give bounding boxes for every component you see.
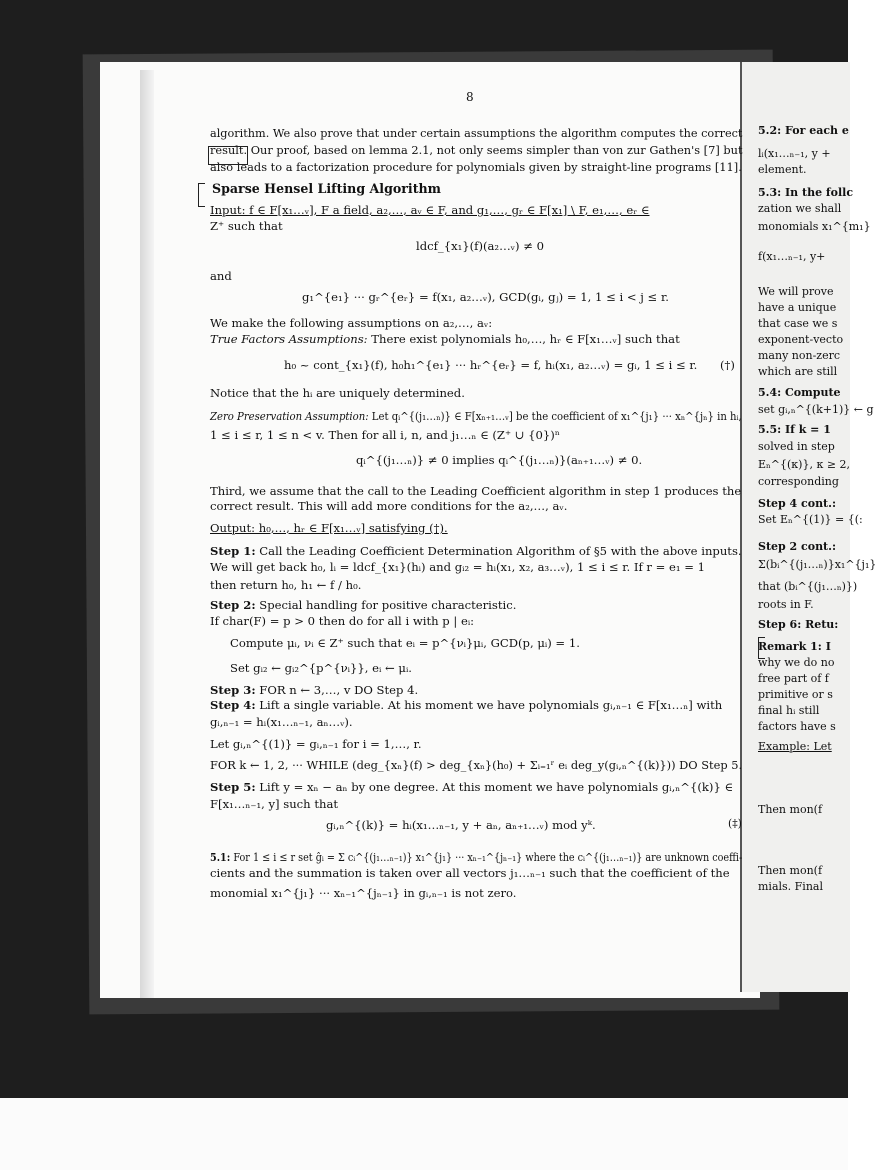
scanner-bottom-margin bbox=[0, 1098, 848, 1170]
facing-page-line: free part of f bbox=[758, 672, 829, 685]
facing-page-line: 5.4: Compute bbox=[758, 386, 841, 399]
facing-page-line: Remark 1: I bbox=[758, 640, 831, 653]
text-line: If char(F) = p > 0 then do for all i with p | eᵢ: bbox=[210, 614, 475, 628]
facing-page-line: that (bᵢ^{(j₁…ₙ)}) bbox=[758, 580, 858, 593]
text-line: We make the following assumptions on a₂,…, aᵥ: bbox=[210, 316, 493, 330]
facing-page-line: element. bbox=[758, 163, 807, 176]
facing-page-line: many non-zerc bbox=[758, 349, 841, 362]
facing-page-line: Step 2 cont.: bbox=[758, 540, 837, 553]
text-line: Output: h₀,…, hᵣ ∈ F[x₁…ᵥ] satisfying (†). bbox=[210, 521, 448, 535]
facing-page-line: We will prove bbox=[758, 285, 834, 298]
text-line: Step 2: Special handling for positive characteristic. bbox=[210, 598, 517, 612]
facing-page-line: Set Eₙ^{(1)} = {(: bbox=[758, 513, 863, 526]
text-line: F[x₁…ₙ₋₁, y] such that bbox=[210, 797, 339, 811]
facing-page-line: which are still bbox=[758, 365, 838, 378]
facing-page-line: Σ(bᵢ^{(j₁…ₙ)}x₁^{j₁} bbox=[758, 558, 876, 571]
facing-page-line: solved in step bbox=[758, 440, 835, 453]
text-line: gᵢ,ₙ^{(k)} = hᵢ(x₁…ₙ₋₁, y + aₙ, aₙ₊₁…ᵥ) mod yᵏ. bbox=[326, 818, 596, 832]
text-line: Input: f ∈ F[x₁…ᵥ], F a field, a₂,…, aᵥ ∈ F, and g₁,…, gᵣ ∈ F[x₁] \ F, e₁,…, eᵣ ∈ bbox=[210, 203, 650, 217]
facing-page-line: that case we s bbox=[758, 317, 838, 330]
facing-page-line: lᵢ(x₁…ₙ₋₁, y + bbox=[758, 147, 831, 160]
facing-page-line: Step 6: Retu: bbox=[758, 618, 839, 631]
facing-page-line: 5.5: If k = 1 bbox=[758, 423, 831, 436]
facing-page-line: Example: Let bbox=[758, 740, 832, 753]
facing-page-line: Eₙ^{(κ)}, κ ≥ 2, bbox=[758, 458, 851, 471]
facing-page-line: monomials x₁^{m₁} bbox=[758, 220, 871, 233]
text-line: h₀ ~ cont_{x₁}(f), h₀h₁^{e₁} ··· hᵣ^{eᵣ} = f, hᵢ(x₁, a₂…ᵥ) = gᵢ, 1 ≤ i ≤ r. bbox=[284, 358, 698, 372]
text-line: g₁^{e₁} ··· gᵣ^{eᵣ} = f(x₁, a₂…ᵥ), GCD(gᵢ, gⱼ) = 1, 1 ≤ i < j ≤ r. bbox=[302, 290, 669, 304]
text-line: Z⁺ such that bbox=[210, 219, 283, 233]
facing-page-line: set gᵢ,ₙ^{(k+1)} ← g bbox=[758, 403, 874, 416]
zero-preservation-line: Zero Preservation Assumption: Let qᵢ^{(j₁…ₙ)} ∈ F[xₙ₊₁…ᵥ] be the coefficient of x₁^{j₁} ··· xₙ^{jₙ} in hᵢ, bbox=[210, 409, 742, 423]
facing-page-line: factors have s bbox=[758, 720, 836, 733]
text-line: also leads to a factorization procedure for polynomials given by straight-line programs [11]. bbox=[210, 160, 742, 174]
facing-page-line: Step 4 cont.: bbox=[758, 497, 837, 510]
double-dagger-mark: (‡) bbox=[728, 816, 742, 830]
text-line: correct result. This will add more conditions for the a₂,…, aᵥ. bbox=[210, 499, 568, 513]
text-line: algorithm. We also prove that under certain assumptions the algorithm computes the correct bbox=[210, 126, 743, 140]
text-line: We will get back h₀, lᵢ = ldcf_{x₁}(hᵢ) and gᵢ₂ = hᵢ(x₁, x₂, a₃…ᵥ), 1 ≤ i ≤ r. If r = e₁ = 1 bbox=[210, 560, 706, 574]
facing-page-line: have a unique bbox=[758, 301, 837, 314]
text-line: Compute μᵢ, νᵢ ∈ Z⁺ such that eᵢ = p^{νᵢ}μᵢ, GCD(p, μᵢ) = 1. bbox=[230, 636, 580, 650]
margin-box-result bbox=[208, 146, 248, 165]
section-heading: Sparse Hensel Lifting Algorithm bbox=[212, 181, 442, 196]
text-line: then return h₀, h₁ ← f / h₀. bbox=[210, 578, 362, 592]
page-number: 8 bbox=[466, 90, 474, 104]
facing-page-line: roots in F. bbox=[758, 598, 814, 611]
page-binding-edge bbox=[140, 70, 154, 998]
facing-page-line: Then mon(f bbox=[758, 864, 823, 877]
text-line: 5.1: For 1 ≤ i ≤ r set ĝᵢ = Σ cᵢ^{(j₁…ₙ₋₁)} x₁^{j₁} ··· xₙ₋₁^{jₙ₋₁} where the cᵢ^{(j₁…ₙ₋₁)} are unknown coeffi- bbox=[210, 850, 743, 864]
text-line: cients and the summation is taken over all vectors j₁…ₙ₋₁ such that the coefficient of the bbox=[210, 866, 730, 880]
facing-page-line: primitive or s bbox=[758, 688, 833, 701]
facing-page-line: exponent-vecto bbox=[758, 333, 844, 346]
text-line: Step 3: FOR n ← 3,…, v DO Step 4. bbox=[210, 683, 419, 697]
facing-page-line: Then mon(f bbox=[758, 803, 823, 816]
margin-bracket-heading bbox=[198, 183, 205, 207]
text-line: monomial x₁^{j₁} ··· xₙ₋₁^{jₙ₋₁} in gᵢ,ₙ₋₁ is not zero. bbox=[210, 886, 517, 900]
facing-page-line: mials. Final bbox=[758, 880, 823, 893]
facing-page-line: why we do no bbox=[758, 656, 835, 669]
text-line: Step 1: Call the Leading Coefficient Determination Algorithm of §5 with the above inputs. bbox=[210, 544, 742, 558]
facing-page-line: final hᵢ still bbox=[758, 704, 820, 717]
true-factors-line: True Factors Assumptions: There exist polynomials h₀,…, hᵣ ∈ F[x₁…ᵥ] such that bbox=[210, 332, 680, 346]
text-line: Notice that the hᵢ are uniquely determined. bbox=[210, 386, 465, 400]
text-line: gᵢ,ₙ₋₁ = hᵢ(x₁…ₙ₋₁, aₙ…ᵥ). bbox=[210, 715, 353, 729]
text-line: qᵢ^{(j₁…ₙ)} ≠ 0 implies qᵢ^{(j₁…ₙ)}(aₙ₊₁…ᵥ) ≠ 0. bbox=[356, 453, 643, 467]
facing-page-line: 5.2: For each e bbox=[758, 124, 849, 137]
facing-page-line: zation we shall bbox=[758, 202, 842, 215]
text-line: and bbox=[210, 269, 232, 283]
text-line: Step 4: Lift a single variable. At his moment we have polynomials gᵢ,ₙ₋₁ ∈ F[x₁…ₙ] with bbox=[210, 698, 723, 712]
dagger-mark: (†) bbox=[720, 358, 735, 372]
text-line: Step 5: Lift y = xₙ − aₙ by one degree. At this moment we have polynomials gᵢ,ₙ^{(k)} ∈ bbox=[210, 780, 734, 794]
text-line: 1 ≤ i ≤ r, 1 ≤ n < v. Then for all i, n, and j₁…ₙ ∈ (Z⁺ ∪ {0})ⁿ bbox=[210, 428, 560, 442]
text-line: FOR k ← 1, 2, ··· WHILE (deg_{xₙ}(f) > deg_{xₙ}(h₀) + Σᵢ₌₁ʳ eᵢ deg_y(gᵢ,ₙ^{(k)})) DO Step 5. bbox=[210, 758, 743, 772]
margin-bracket-remark bbox=[758, 637, 765, 659]
facing-page bbox=[740, 62, 876, 992]
text-line: result. Our proof, based on lemma 2.1, not only seems simpler than von zur Gathen's [7] but bbox=[210, 143, 743, 157]
text-line: Let gᵢ,ₙ^{(1)} = gᵢ,ₙ₋₁ for i = 1,…, r. bbox=[210, 737, 422, 751]
text-line: Third, we assume that the call to the Leading Coefficient algorithm in step 1 produces the bbox=[210, 484, 742, 498]
facing-page-line: f(x₁…ₙ₋₁, y+ bbox=[758, 250, 826, 263]
facing-page-line: 5.3: In the follc bbox=[758, 186, 854, 199]
text-line: ldcf_{x₁}(f)(a₂…ᵥ) ≠ 0 bbox=[416, 239, 544, 253]
facing-page-line: corresponding bbox=[758, 475, 839, 488]
text-line: Set gᵢ₂ ← gᵢ₂^{p^{νᵢ}}, eᵢ ← μᵢ. bbox=[230, 661, 412, 675]
